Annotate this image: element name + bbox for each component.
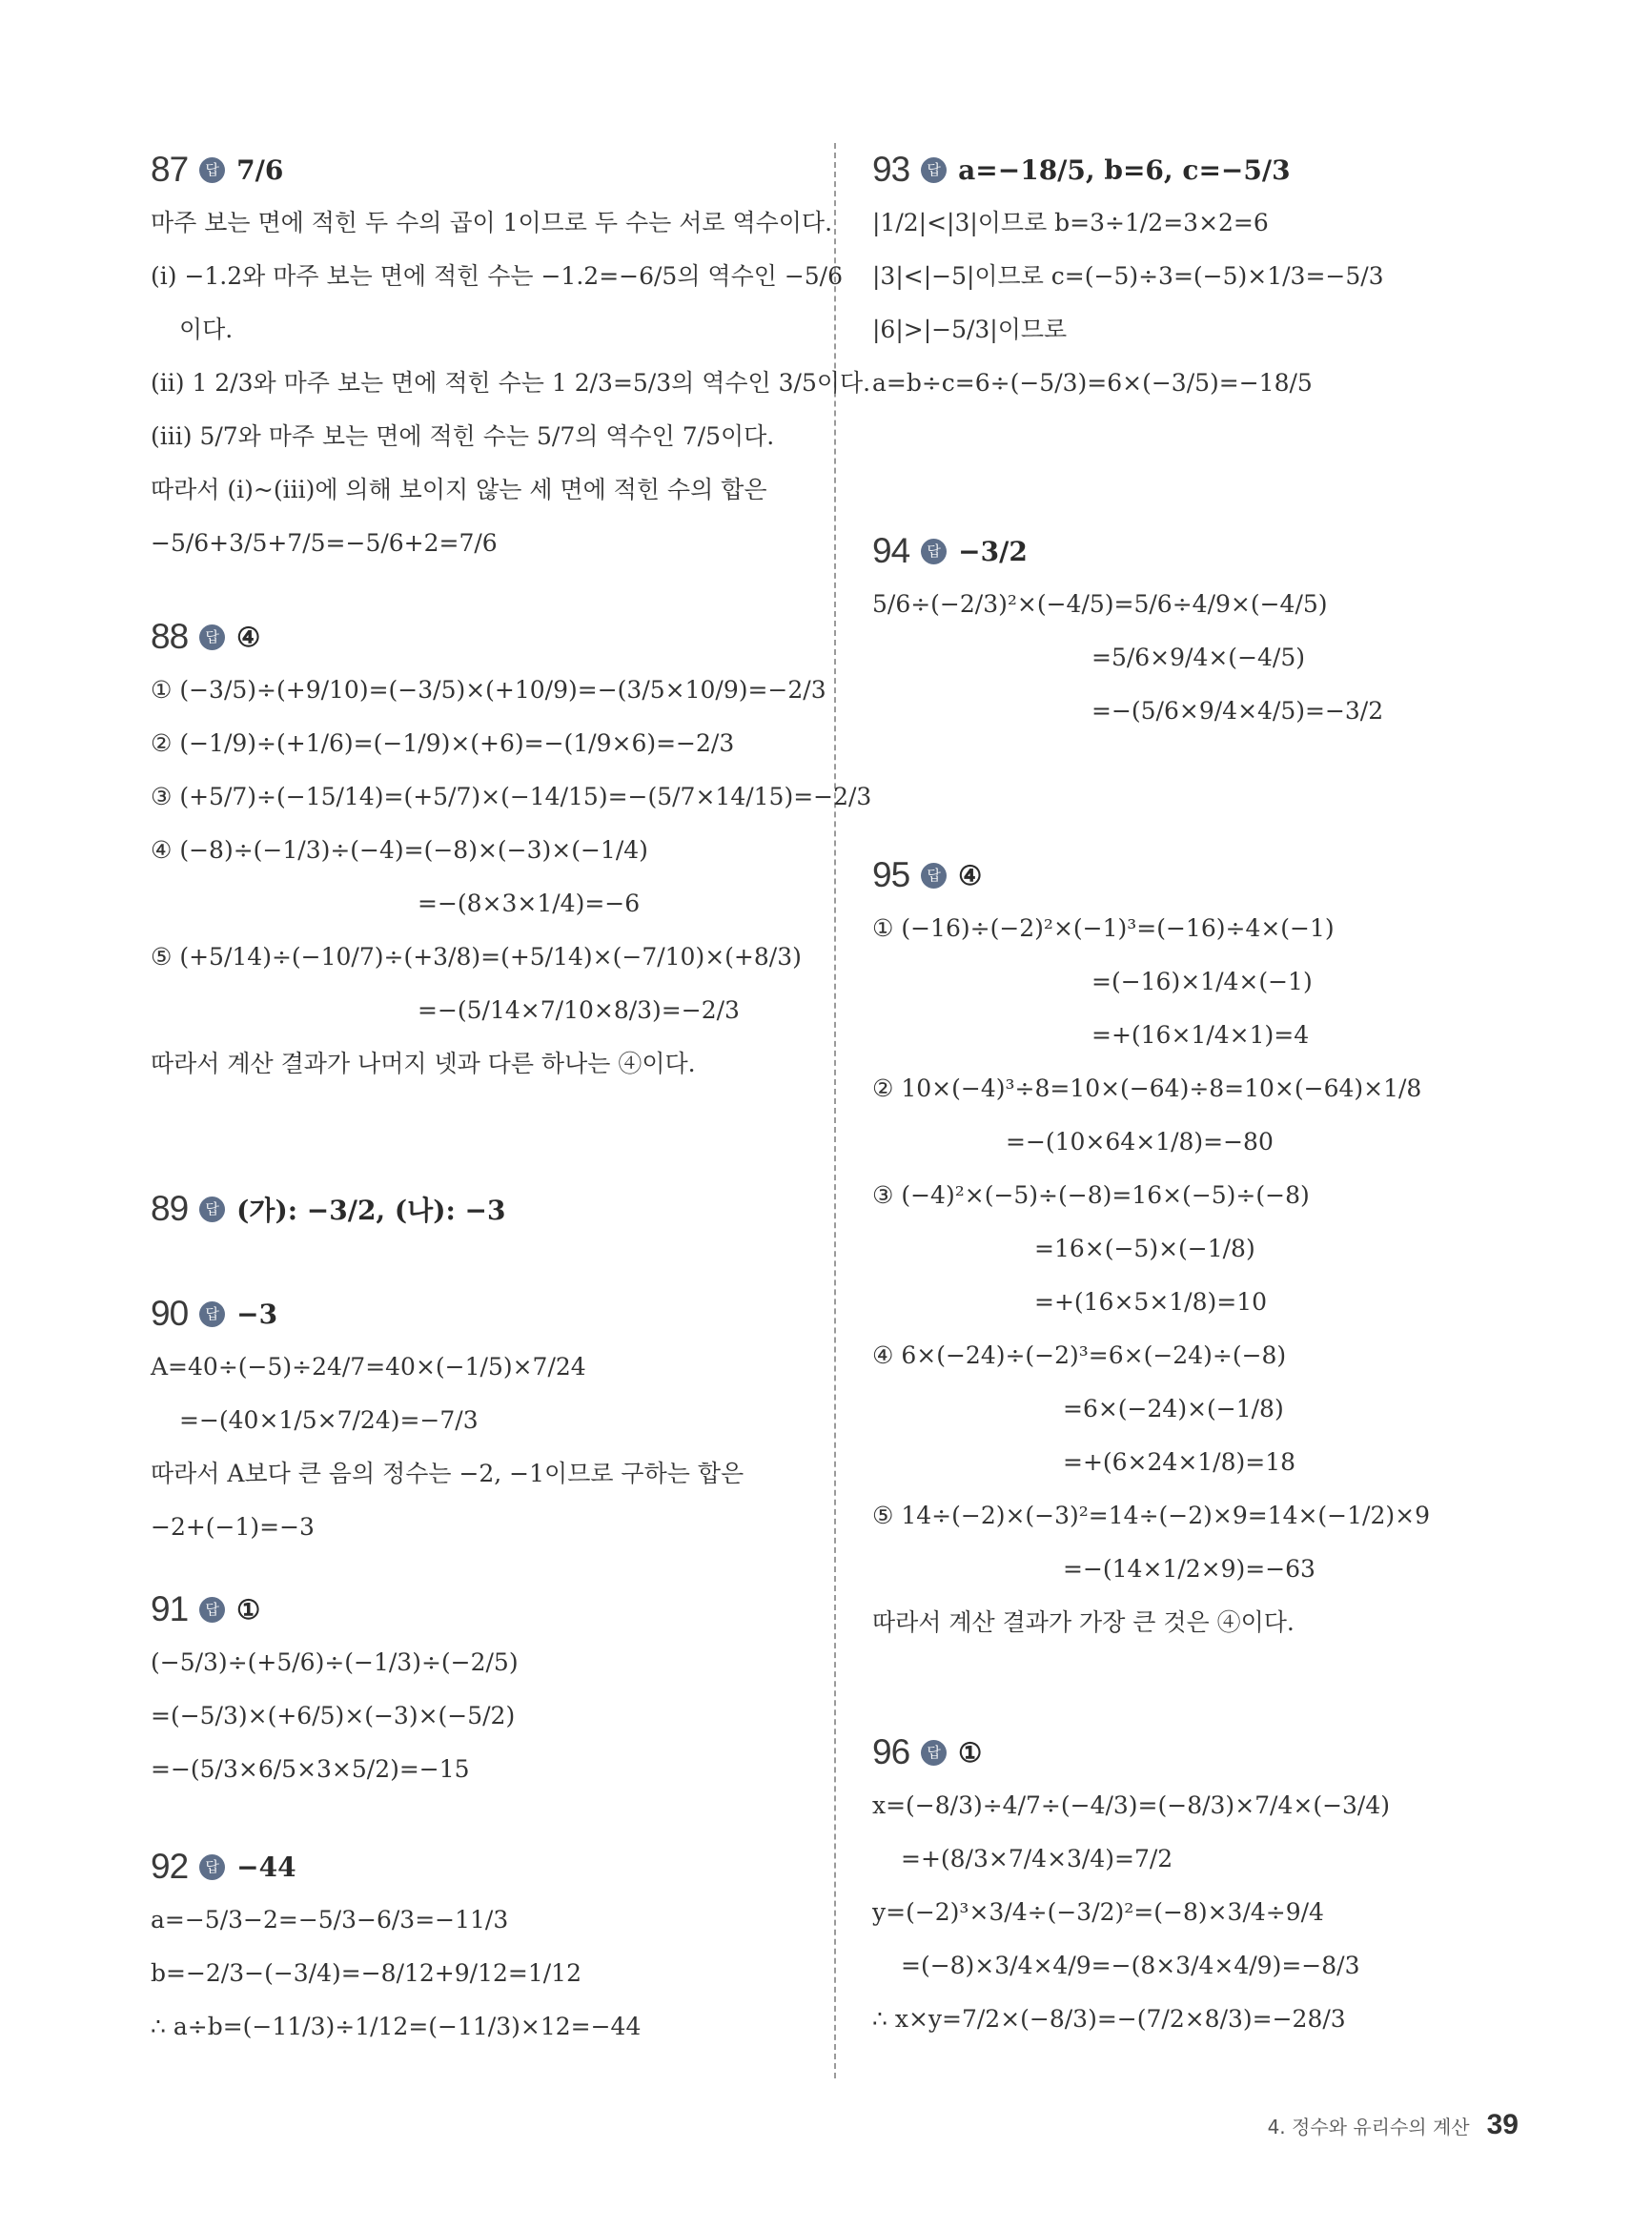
solution-line: =−(5/3×6/5×3×5/2)=−15 xyxy=(151,1755,470,1783)
answer-badge: 답 xyxy=(921,157,947,183)
problem-88 xyxy=(151,610,872,1091)
solution-line: ⑤ 14÷(−2)×(−3)²=14÷(−2)×9=14×(−1/2)×9 xyxy=(872,1502,1430,1529)
problem-number: 89 xyxy=(151,1189,189,1228)
solution-line: =−(8×3×1/4)=−6 xyxy=(418,890,641,917)
solution-line: |3|<|−5|이므로 c=(−5)÷3=(−5)×1/3=−5/3 xyxy=(872,262,1384,290)
problem-number: 87 xyxy=(151,150,189,189)
solution-line: A=40÷(−5)÷24/7=40×(−1/5)×7/24 xyxy=(151,1353,586,1381)
page-footer xyxy=(1268,2109,1519,2141)
solution-line: ∴ a÷b=(−11/3)÷1/12=(−11/3)×12=−44 xyxy=(151,2013,642,2040)
answer-badge: 답 xyxy=(921,863,947,889)
answer-badge: 답 xyxy=(199,1197,225,1222)
solution-line: =−(5/14×7/10×8/3)=−2/3 xyxy=(418,996,740,1024)
problem-number: 96 xyxy=(872,1732,910,1771)
problem-answer: ④ xyxy=(236,621,261,653)
solution-line: =6×(−24)×(−1/8) xyxy=(1063,1395,1284,1422)
solution-line: =−(5/6×9/4×4/5)=−3/2 xyxy=(1091,697,1384,725)
problem-number: 92 xyxy=(151,1847,189,1886)
solution-line: (ⅰ) −1.2와 마주 보는 면에 적힌 수는 −1.2=−6/5의 역수인 −5/6 xyxy=(151,262,843,290)
solution-line: ② (−1/9)÷(+1/6)=(−1/9)×(+6)=−(1/9×6)=−2/3 xyxy=(151,729,735,757)
answer-badge: 답 xyxy=(199,157,225,183)
problem-answer: 7/6 xyxy=(236,153,284,186)
answer-badge: 답 xyxy=(921,539,947,564)
solution-line: ④ 6×(−24)÷(−2)³=6×(−24)÷(−8) xyxy=(872,1341,1287,1369)
problem-95 xyxy=(872,849,1559,1649)
solution-line: =+(6×24×1/8)=18 xyxy=(1063,1448,1296,1476)
problem-96 xyxy=(872,1726,1559,2046)
problem-number: 90 xyxy=(151,1294,189,1333)
solution-line: −2+(−1)=−3 xyxy=(151,1513,315,1541)
solution-line: 따라서 계산 결과가 가장 큰 것은 ④이다. xyxy=(872,1608,1295,1636)
solution-line: =(−5/3)×(+6/5)×(−3)×(−5/2) xyxy=(151,1702,516,1729)
solution-line: =−(14×1/2×9)=−63 xyxy=(1063,1555,1315,1583)
problem-number: 88 xyxy=(151,617,189,656)
solution-line: 5/6÷(−2/3)²×(−4/5)=5/6÷4/9×(−4/5) xyxy=(872,590,1328,618)
solution-line: ① (−16)÷(−2)²×(−1)³=(−16)÷4×(−1) xyxy=(872,914,1335,942)
solution-line: =+(16×5×1/8)=10 xyxy=(1034,1288,1268,1316)
solution-line: ① (−3/5)÷(+9/10)=(−3/5)×(+10/9)=−(3/5×10/9)=−2/3 xyxy=(151,676,826,704)
problem-answer: −3/2 xyxy=(958,535,1028,567)
problem-answer: −3 xyxy=(236,1298,278,1330)
solution-line: 따라서 계산 결과가 나머지 넷과 다른 하나는 ④이다. xyxy=(151,1050,696,1077)
solution-line: a=−5/3−2=−5/3−6/3=−11/3 xyxy=(151,1906,509,1933)
problem-answer: −44 xyxy=(236,1851,296,1883)
problem-answer: ① xyxy=(958,1736,983,1769)
solution-line: =−(40×1/5×7/24)=−7/3 xyxy=(179,1406,479,1434)
solution-line: b=−2/3−(−3/4)=−8/12+9/12=1/12 xyxy=(151,1959,581,1987)
problem-92 xyxy=(151,1840,808,2054)
answer-badge: 답 xyxy=(199,1597,225,1623)
solution-line: ④ (−8)÷(−1/3)÷(−4)=(−8)×(−3)×(−1/4) xyxy=(151,836,648,864)
solution-line: |6|>|−5/3|이므로 xyxy=(872,316,1068,343)
solution-line: =+(16×1/4×1)=4 xyxy=(1091,1021,1310,1049)
solution-line: −5/6+3/5+7/5=−5/6+2=7/6 xyxy=(151,529,498,557)
solution-line: 따라서 A보다 큰 음의 정수는 −2, −1이므로 구하는 합은 xyxy=(151,1460,744,1487)
problem-number: 93 xyxy=(872,150,910,189)
answer-badge: 답 xyxy=(199,624,225,650)
problem-answer: ① xyxy=(236,1593,261,1626)
problem-number: 94 xyxy=(872,531,910,570)
problem-87 xyxy=(151,143,871,570)
solution-line: |1/2|<|3|이므로 b=3÷1/2=3×2=6 xyxy=(872,209,1269,236)
solution-line: ③ (+5/7)÷(−15/14)=(+5/7)×(−14/15)=−(5/7×14/15)=−2/3 xyxy=(151,783,872,810)
solution-line: 마주 보는 면에 적힌 두 수의 곱이 1이므로 두 수는 서로 역수이다. xyxy=(151,209,833,236)
problem-89 xyxy=(151,1182,808,1236)
solution-line: 이다. xyxy=(179,316,234,343)
page-number: 39 xyxy=(1486,2109,1519,2140)
solution-line: ∴ x×y=7/2×(−8/3)=−(7/2×8/3)=−28/3 xyxy=(872,2005,1346,2033)
solution-line: ⑤ (+5/14)÷(−10/7)÷(+3/8)=(+5/14)×(−7/10)×(+8/3) xyxy=(151,943,802,971)
solution-line: 따라서 (ⅰ)~(ⅲ)에 의해 보이지 않는 세 면에 적힌 수의 합은 xyxy=(151,476,767,503)
problem-answer: (가): −3/2, (나): −3 xyxy=(236,1195,506,1226)
problem-number: 95 xyxy=(872,855,910,894)
chapter-title: 4. 정수와 유리수의 계산 xyxy=(1267,2116,1470,2138)
solution-line: x=(−8/3)÷4/7÷(−4/3)=(−8/3)×7/4×(−3/4) xyxy=(872,1791,1391,1819)
solution-line: =+(8/3×7/4×3/4)=7/2 xyxy=(901,1845,1173,1872)
answer-badge: 답 xyxy=(199,1854,225,1880)
solution-line: =−(10×64×1/8)=−80 xyxy=(1006,1128,1274,1156)
problem-93 xyxy=(872,143,1559,410)
solution-line: (−5/3)÷(+5/6)÷(−1/3)÷(−2/5) xyxy=(151,1648,519,1676)
problem-94 xyxy=(872,524,1559,738)
solution-line: (ⅲ) 5/7와 마주 보는 면에 적힌 수는 5/7의 역수인 7/5이다. xyxy=(151,422,775,450)
problem-91 xyxy=(151,1583,808,1796)
solution-line: =16×(−5)×(−1/8) xyxy=(1034,1235,1255,1262)
problem-answer: ④ xyxy=(958,859,983,891)
problem-answer: a=−18/5, b=6, c=−5/3 xyxy=(958,153,1291,186)
problem-90 xyxy=(151,1287,808,1554)
solution-line: =5/6×9/4×(−4/5) xyxy=(1091,644,1305,671)
solution-line: =(−8)×3/4×4/9=−(8×3/4×4/9)=−8/3 xyxy=(901,1952,1360,1979)
solution-line: ③ (−4)²×(−5)÷(−8)=16×(−5)÷(−8) xyxy=(872,1181,1310,1209)
solution-line: y=(−2)³×3/4÷(−3/2)²=(−8)×3/4÷9/4 xyxy=(872,1898,1324,1926)
column-divider xyxy=(834,143,836,2078)
solution-line: =(−16)×1/4×(−1) xyxy=(1091,968,1313,995)
solution-line: ② 10×(−4)³÷8=10×(−64)÷8=10×(−64)×1/8 xyxy=(872,1074,1422,1102)
answer-badge: 답 xyxy=(921,1740,947,1766)
answer-badge: 답 xyxy=(199,1301,225,1327)
solution-line: (ⅱ) 1 2/3와 마주 보는 면에 적힌 수는 1 2/3=5/3의 역수인 3/5이다. xyxy=(151,369,871,397)
problem-number: 91 xyxy=(151,1589,189,1628)
solution-line: a=b÷c=6÷(−5/3)=6×(−3/5)=−18/5 xyxy=(872,369,1313,397)
